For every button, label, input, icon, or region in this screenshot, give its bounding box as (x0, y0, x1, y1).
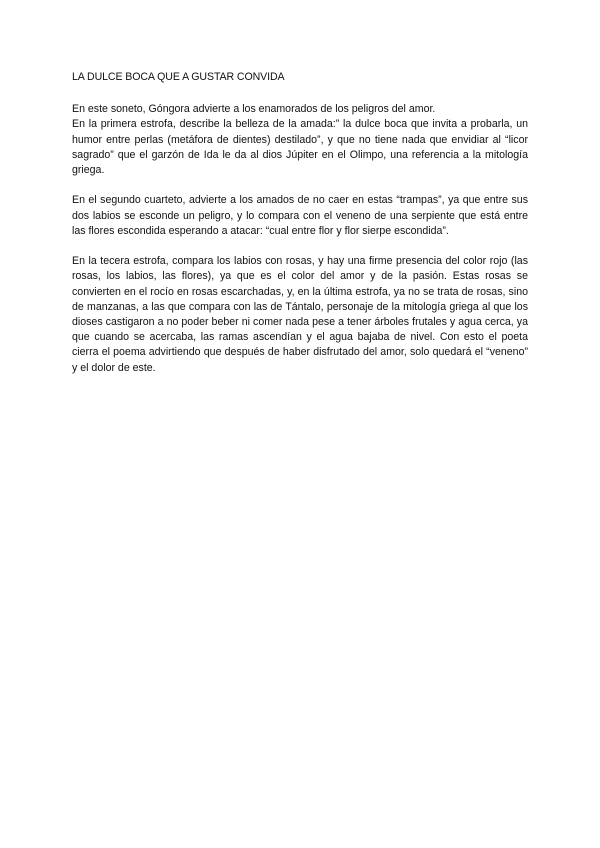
document-body (72, 70, 528, 391)
document-title: LA DULCE BOCA QUE A GUSTAR CONVIDA (72, 71, 285, 83)
paragraph-first-stanza: En la primera estrofa, describe la belleza de la amada:” la dulce boca que invita a probarla, un humor entre perlas (metáfora de dientes) destilado”, y que no tiene nada que envidiar al “licor sagrado” que el garzón de Ida le da al dios Júpiter en el Olimpo, una referencia a la mitología griega. (72, 118, 528, 177)
paragraph-intro: En este soneto, Góngora advierte a los enamorados de los peligros del amor. (72, 103, 436, 116)
paragraph-third-stanza: En la tecera estrofa, compara los labios con rosas, y hay una firme presencia del color rojo (las rosas, los labios, las flores), ya que es el color del amor y de la pasión. Estas rosas se convierten en el rocío en rosas escarchadas, y, en la última estrofa, ya no se trata de rosas, sino de manzanas, a las que compara con las de Tántalo, personaje de la mitología griega al que los dioses castigaron a no poder beber ni comer nada pese a tener árboles frutales y agua cerca, ya que cuando se acercaba, las ramas ascendían y el agua bajaba de nivel. Con esto el poeta cierra el poema advirtiendo que después de haber disfrutado del amor, solo quedará el “veneno” y el dolor de este. (72, 255, 528, 374)
paragraph-second-quartet: En el segundo cuarteto, advierte a los amados de no caer en estas “trampas”, ya que entre sus dos labios se esconde un peligro, y lo compara con el veneno de una serpiente que está entre las flores escondida esperando a atacar: “cual entre flor y flor sierpe escondida”. (72, 194, 528, 237)
